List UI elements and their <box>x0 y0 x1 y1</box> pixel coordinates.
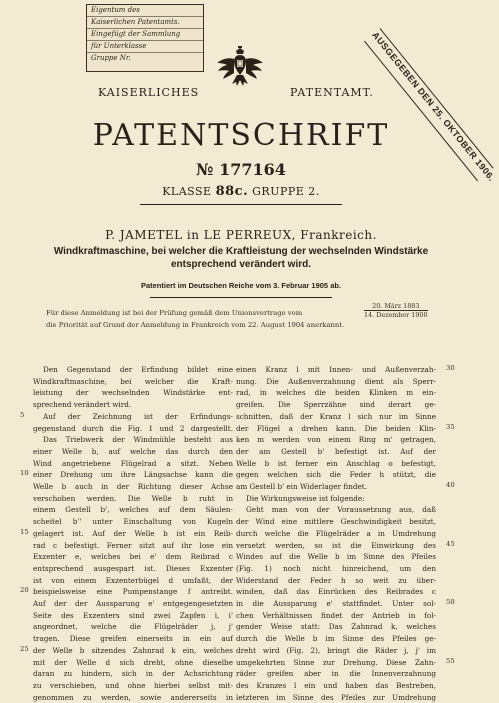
stamp-line: Kaiserlichen Patentamts. <box>87 17 203 29</box>
text-column-left <box>33 364 233 703</box>
line-number: 15 <box>20 527 29 536</box>
text-line: entsprechend ausgespart ist. Dieses Exzenter <box>33 563 233 573</box>
line-number: 50 <box>446 598 455 606</box>
line-number: 35 <box>446 422 455 431</box>
text-line: winden, daß das Einrücken des Reibrades c <box>236 587 436 597</box>
class-label: KLASSE <box>162 185 212 198</box>
group-label: GRUPPE 2. <box>252 185 320 198</box>
text-line: Den Gegenstand der Erfindung bildet eine <box>43 365 233 374</box>
priority-notice <box>46 302 456 330</box>
text-line: Auf der der Aussparung e' entgegengesetzten <box>33 599 233 609</box>
imperial-eagle-emblem <box>215 44 265 94</box>
text-line: ist von einem Exzenterbügel d umfaßt, der <box>33 575 233 585</box>
treaty-date-top: 20. März 1883 <box>372 302 420 310</box>
line-number: 55 <box>446 656 455 665</box>
stamp-line: für Unterklasse <box>87 41 203 53</box>
inventor-line: P. JAMETEL in LE PERREUX, Frankreich. <box>105 228 377 242</box>
text-line: der am Gestell b' befestigt ist. Auf der <box>236 446 436 456</box>
text-line: beispielsweise eine Pumpenstange f antreibt. <box>33 587 233 597</box>
line-number: 25 <box>20 644 29 653</box>
text-line: der Wind eine mittlere Geschwindigkeit besitzt, <box>236 517 436 527</box>
treaty-dates <box>364 302 428 319</box>
line-number: 20 <box>20 586 29 595</box>
text-line: rad c befestigt. Ferner sitzt auf ihr lose ein <box>33 540 233 550</box>
text-line: Welle b ist ferner ein Anschlag o befestigt, <box>236 458 436 468</box>
text-line: Exzenter e, welches bei e' dem Reibrad c <box>33 552 233 562</box>
line-number: 5 <box>20 410 25 419</box>
text-line: dreht wird (Fig. 2), bringt die Räder j, j' im <box>236 645 436 655</box>
text-line: nung. Die Außenverzahnung dient als Sperr- <box>236 376 436 386</box>
line-number: 30 <box>446 364 455 372</box>
line-number: 10 <box>20 469 29 478</box>
stamp-line: Gruppe Nr. <box>91 54 131 62</box>
text-line: Seite des Exzenters sind zwei Zapfen i, i' <box>33 610 233 620</box>
text-line: mit der Welle d sich dreht, ohne dieselbe <box>33 657 233 667</box>
text-line: chen Verhältnissen findet der Antrieb in fol- <box>236 610 436 620</box>
stamp-line: Eigentum des <box>87 5 203 17</box>
text-line: gelagert ist. Auf der Welle b ist ein Reib- <box>33 528 233 538</box>
text-column-right <box>236 364 436 703</box>
text-line: durch welche die Flügelräder a in Umdrehung <box>236 528 436 538</box>
text-line: genommen zu werden, sowie andererseits in <box>33 692 233 702</box>
stamp-line: Eingefügt der Sammlung <box>87 29 203 41</box>
text-line: umgekehrten Sinne zur Drehung. Diese Zahn- <box>236 657 436 667</box>
text-line: gegen welchen sich die Feder h stützt, die <box>236 470 436 480</box>
text-line: schnitten, daß der Kranz l sich nur im Sinne <box>236 411 436 421</box>
text-line: zu verschieben, und ohne hierbei selbst mit- <box>33 680 233 690</box>
text-line: Windkraftmaschine, bei welcher die Kraft- <box>33 376 233 386</box>
line-number: 45 <box>446 539 455 548</box>
text-line: greifen. Die Sperrzähne sind derart ge- <box>236 400 436 410</box>
line-number: 40 <box>446 481 455 489</box>
class-line <box>0 184 482 199</box>
text-line: angeordnet, welche die Flügelräder j, j' <box>33 622 233 632</box>
text-line: räder greifen aber in die Innenverzahnung <box>236 669 436 679</box>
text-line: gegenstand durch die Fig. 1 und 2 dargestellt. <box>33 423 233 433</box>
text-line: in die Aussparung e' stattfindet. Unter sol- <box>236 599 436 609</box>
text-line: Auf der Zeichnung ist der Erfindungs- <box>43 411 233 421</box>
text-line: der Flügel a drehen kann. Die beiden Klin- <box>236 423 436 433</box>
patented-date: Patentiert im Deutschen Reiche vom 3. Februar 1905 ab. <box>140 281 342 290</box>
text-line: Windes auf die Welle b im Sinne des Pfeiles <box>236 552 436 562</box>
divider-rule <box>140 204 342 205</box>
text-line: versetzt werden, so ist die Einwirkung des <box>236 540 436 550</box>
text-line: durch die Welle b im Sinne des Pfeiles ge- <box>236 634 436 644</box>
text-line: sprechend verändert wird. <box>33 400 132 410</box>
text-line: Das Triebwerk der Windmühle besteht aus <box>43 435 233 445</box>
text-line: letzteren im Sinne des Pfeiles zur Umdrehung <box>236 692 436 702</box>
text-line: Widerstand der Feder h so weit zu über- <box>236 575 436 585</box>
priority-line-1: Für diese Anmeldung ist bei der Prüfung gemäß dem Unionsvertrage vom <box>46 309 303 317</box>
header-left: KAISERLICHES <box>98 86 200 99</box>
subject-line: entsprechend verändert wird. <box>170 259 312 270</box>
text-line: tragen. Diese greifen einerseits in ein auf <box>33 634 233 644</box>
header-right: PATENTAMT. <box>290 86 374 99</box>
text-line: einer Welle b, auf welche das durch den <box>33 446 233 456</box>
text-line: verschoben werden. Die Welle b ruht in <box>33 493 233 503</box>
text-line: Welle b auch in der Richtung dieser Achse <box>33 482 233 492</box>
text-line: der Welle b sitzendes Zahnrad k ein, welches <box>33 645 233 655</box>
text-line: einen Kranz l mit Innen- und Außenverzah- <box>236 365 436 374</box>
subject-title <box>30 245 452 271</box>
patent-number: № 177164 <box>196 160 286 179</box>
text-line: rad, in welches die beiden Klinken m ein- <box>236 388 436 398</box>
text-line: einem Gestell b', welches auf dem Säulen- <box>33 505 233 515</box>
text-line: Wind angetriebene Flügelrad a sitzt. Neben <box>33 458 233 468</box>
text-line: einer Drehung um ihre Längsachse kann die <box>33 470 233 480</box>
divider-rule <box>150 297 332 298</box>
subject-line: Windkraftmaschine, bei welcher die Kraftleistung der wechselnden Windstärke <box>53 246 429 257</box>
text-line: scheitel b'' unter Einschaltung von Kugeln <box>33 517 233 527</box>
text-line: (Fig. 1) noch nicht hinreichend, um den <box>236 563 436 573</box>
ownership-stamp <box>86 4 204 72</box>
class-value: 88c. <box>215 184 249 199</box>
text-line: des Kranzes l ein und haben das Bestreben, <box>236 680 436 690</box>
document-title: PATENTSCHRIFT <box>92 118 390 153</box>
text-line: leistung der wechselnden Windstärke ent- <box>33 388 233 398</box>
text-line: gender Weise statt: Das Zahnrad k, welches <box>236 622 436 632</box>
issue-date-text: AUSGEGEBEN DEN 25. OKTOBER 1906. <box>370 30 497 184</box>
text-line: daran zu hindern, sich in der Achsrichtung <box>33 669 233 679</box>
text-line: Die Wirkungsweise ist folgende: <box>246 493 365 503</box>
text-line: ken m werden von einem Ring m' getragen, <box>236 435 436 445</box>
text-line: Geht man von der Voraussetzung aus, daß <box>246 505 436 515</box>
text-line: am Gestell b' ein Widerlager findet. <box>236 482 368 492</box>
treaty-date-bottom: 14. Dezember 1900 <box>364 311 428 319</box>
priority-line-2: die Priorität auf Grund der Anmeldung in Frankreich vom 22. August 1904 anerkannt. <box>46 321 345 329</box>
